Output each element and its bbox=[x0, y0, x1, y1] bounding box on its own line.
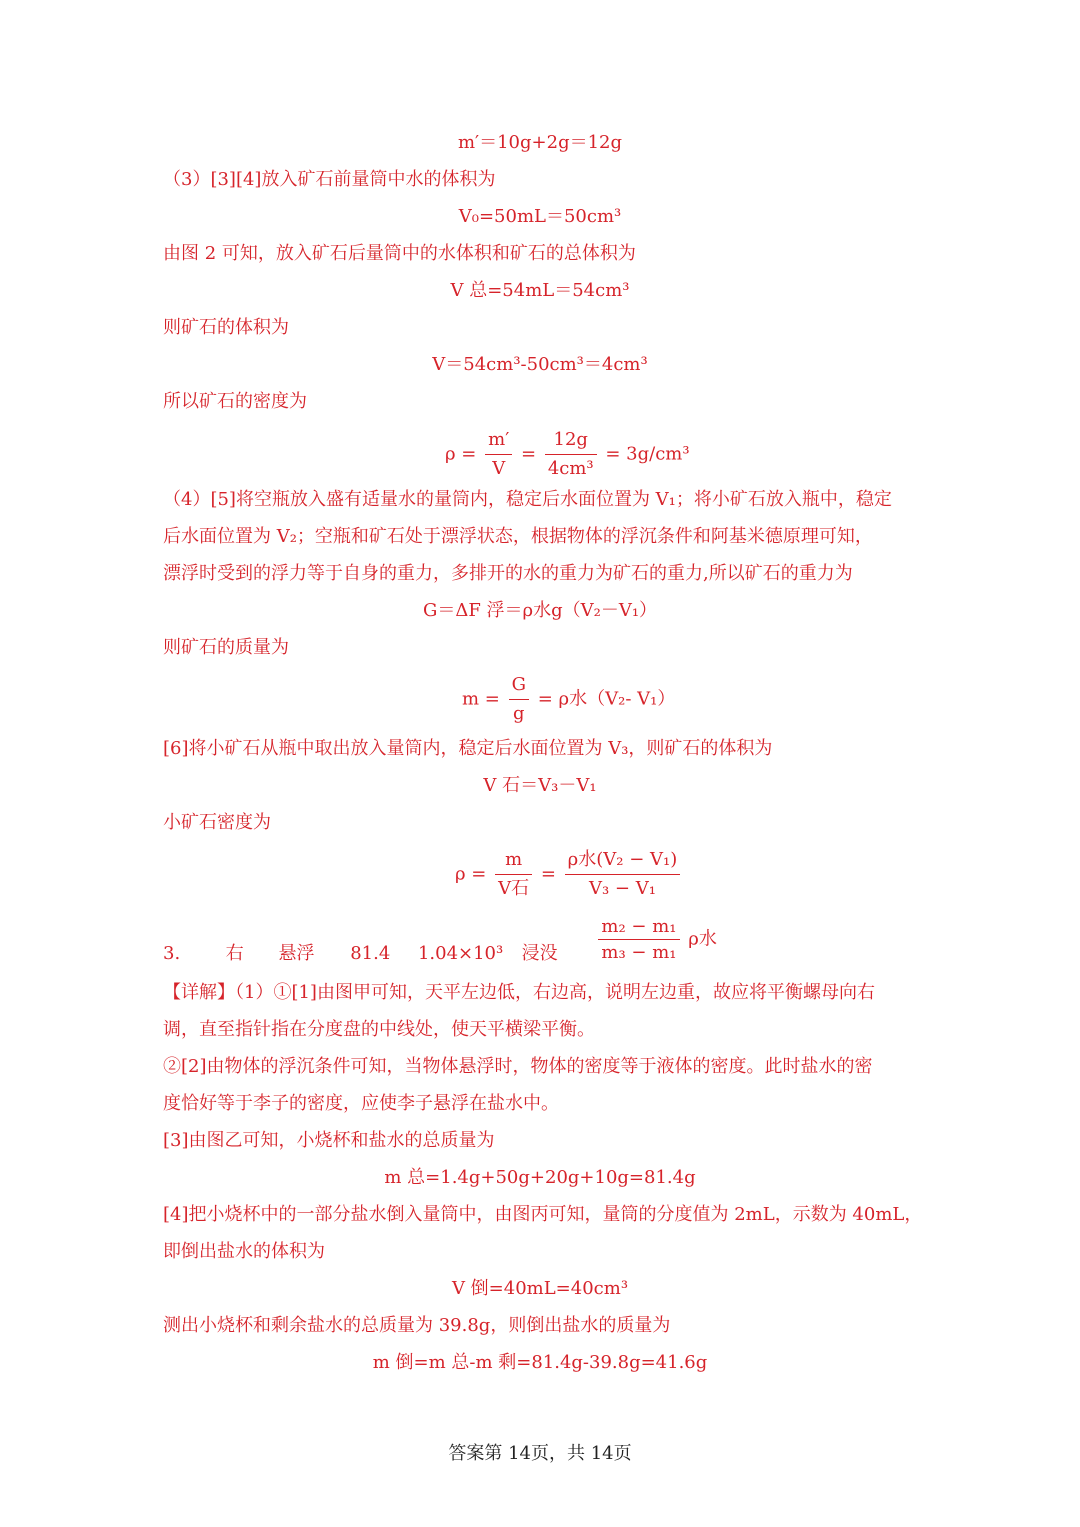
denominator: V石 bbox=[498, 878, 530, 899]
formula-lhs: ρ = bbox=[445, 443, 477, 465]
formula-v: V＝54cm³-50cm³＝4cm³ bbox=[432, 354, 648, 375]
numerator: G bbox=[509, 673, 529, 700]
formula-v0: V₀=50mL＝50cm³ bbox=[458, 206, 622, 227]
text-ore-volume: 则矿石的体积为 bbox=[163, 317, 289, 338]
text-detail-5: [3]由图乙可知，小烧杯和盐水的总质量为 bbox=[163, 1130, 495, 1151]
fraction bbox=[565, 848, 681, 901]
formula-mass bbox=[462, 673, 675, 726]
text-detail-3: ②[2]由物体的浮沉条件可知，当物体悬浮时，物体的密度等于液体的密度。此时盐水的密 bbox=[163, 1056, 873, 1077]
formula-rhs: = 3g/cm³ bbox=[605, 443, 690, 465]
numerator: m₂ − m₁ bbox=[598, 916, 679, 940]
formula-v-poured: V 倒=40mL=40cm³ bbox=[451, 1278, 629, 1299]
denominator: 4cm³ bbox=[547, 458, 594, 479]
text-part3-intro: （3）[3][4]放入矿石前量筒中水的体积为 bbox=[163, 169, 496, 190]
text-detail-7: 即倒出盐水的体积为 bbox=[163, 1241, 325, 1262]
text-detail-1: 【详解】（1）①[1]由图甲可知，天平左边低，右边高，说明左边重，故应将平衡螺母向右 bbox=[163, 982, 875, 1003]
denominator: V bbox=[492, 458, 506, 479]
numerator: m bbox=[495, 848, 532, 875]
text-part4-line1: （4）[5]将空瓶放入盛有适量水的量筒内，稳定后水面位置为 V₁；将小矿石放入瓶中，稳定 bbox=[163, 489, 892, 510]
formula-rhs: = ρ水（V₂- V₁） bbox=[537, 688, 676, 710]
fraction bbox=[598, 916, 679, 963]
denominator: V₃ − V₁ bbox=[588, 878, 656, 899]
numerator: 12g bbox=[545, 428, 597, 455]
answer-3: 81.4 bbox=[350, 942, 391, 964]
text-small-ore-density: 小矿石密度为 bbox=[163, 812, 271, 833]
numerator: m′ bbox=[485, 428, 512, 455]
formula-v-total: V 总=54mL＝54cm³ bbox=[450, 280, 630, 301]
formula-lhs: m = bbox=[462, 688, 500, 710]
text-ore-density: 所以矿石的密度为 bbox=[163, 391, 307, 412]
text-part6: [6]将小矿石从瓶中取出放入量筒内，稳定后水面位置为 V₃，则矿石的体积为 bbox=[163, 738, 773, 759]
formula-density-2: ρ = $\frac{m}{\text{V石}}$ = $\frac{\text{ρ水(V₂ − V₁)}}{\text{V₃ − V₁}}$ bbox=[455, 848, 683, 901]
text-detail-6: [4]把小烧杯中的一部分盐水倒入量筒中，由图丙可知，量筒的分度值为 2mL，示数为 40mL， bbox=[163, 1204, 923, 1225]
formula-lhs: ρ = bbox=[455, 863, 487, 885]
text-figure2: 由图 2 可知，放入矿石后量筒中的水体积和矿石的总体积为 bbox=[163, 243, 636, 264]
page-footer: 答案第 14页，共 14页 bbox=[448, 1443, 632, 1464]
answer-4: 1.04×10³ bbox=[417, 942, 504, 964]
fraction bbox=[485, 428, 512, 481]
fraction bbox=[545, 428, 597, 481]
formula-m-prime: m′＝10g+2g＝12g bbox=[457, 132, 623, 153]
text-detail-2: 调，直至指针指在分度盘的中线处，使天平横梁平衡。 bbox=[163, 1019, 595, 1040]
formula-density-1: ρ = $\frac{m'}{V}$ = $\frac{12g}{\text{4cm³}}$ = 3g/cm³ bbox=[445, 429, 690, 479]
numerator: ρ水(V₂ − V₁) bbox=[565, 848, 681, 875]
text-part4-line2: 后水面位置为 V₂；空瓶和矿石处于漂浮状态，根据物体的浮沉条件和阿基米德原理可知， bbox=[163, 526, 873, 547]
answer-2: 悬浮 bbox=[278, 942, 315, 964]
text-detail-8: 测出小烧杯和剩余盐水的总质量为 39.8g，则倒出盐水的质量为 bbox=[163, 1315, 671, 1336]
text-detail-4: 度恰好等于李子的密度，应使李子悬浮在盐水中。 bbox=[163, 1093, 559, 1114]
denominator: g bbox=[513, 703, 525, 724]
fraction bbox=[509, 673, 529, 726]
answer-6 bbox=[595, 916, 716, 963]
answer-row-q3 bbox=[163, 916, 717, 977]
formula-m-poured: m 倒=m 总-m 剩=81.4g-39.8g=41.6g bbox=[372, 1352, 708, 1373]
answer-6-tail: ρ水 bbox=[688, 928, 717, 950]
formula-gravity: G＝ΔF 浮＝ρ水g（V₂－V₁） bbox=[422, 600, 658, 621]
fraction bbox=[495, 848, 532, 901]
formula-m-total: m 总=1.4g+50g+20g+10g=81.4g bbox=[384, 1167, 696, 1188]
denominator: m₃ − m₁ bbox=[601, 942, 677, 963]
question-number: 3. bbox=[163, 942, 181, 964]
answer-5: 浸没 bbox=[521, 942, 558, 964]
answer-1: 右 bbox=[225, 942, 244, 964]
text-ore-mass: 则矿石的质量为 bbox=[163, 637, 289, 658]
formula-v-stone: V 石＝V₃－V₁ bbox=[483, 775, 597, 796]
text-part4-line3: 漂浮时受到的浮力等于自身的重力，多排开的水的重力为矿石的重力,所以矿石的重力为 bbox=[163, 563, 853, 584]
